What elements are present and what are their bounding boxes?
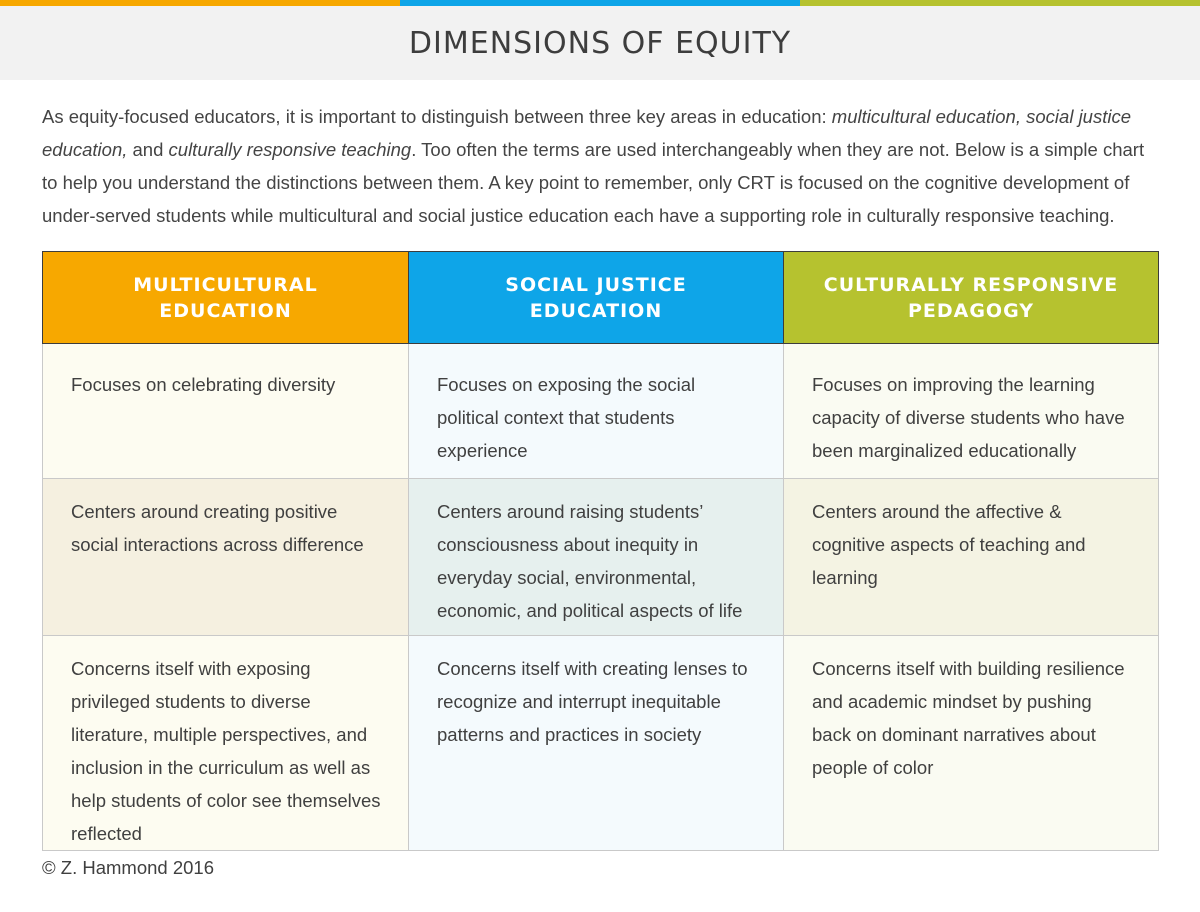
intro-text-1: As equity-focused educators, it is important to distinguish between three key areas in education: (42, 106, 832, 127)
header-multicultural-education (43, 252, 409, 344)
table-cell: Concerns itself with creating lenses to recognize and interrupt inequitable patterns and practices in society (409, 636, 784, 851)
table-cell: Focuses on celebrating diversity (43, 344, 409, 479)
header-label: CULTURALLY RESPONSIVE PEDAGOGY (823, 273, 1119, 322)
header-row (43, 252, 1159, 344)
table-cell: Centers around raising students’ consciousness about inequity in everyday social, environmental, economic, and political aspects of life (409, 479, 784, 636)
page-title: DIMENSIONS OF EQUITY (408, 25, 792, 61)
header-label: SOCIAL JUSTICE EDUCATION (505, 273, 687, 322)
header-culturally-responsive-pedagogy (784, 252, 1159, 344)
table-row (43, 636, 1159, 851)
table-row (43, 479, 1159, 636)
copyright-notice: © Z. Hammond 2016 (42, 857, 214, 878)
intro-text-2: and (127, 139, 169, 160)
table-cell: Centers around the affective & cognitive aspects of teaching and learning (784, 479, 1159, 636)
intro-paragraph (42, 100, 1162, 232)
intro-text-3: . Too often the terms are used interchangeably when they are not. Below is a simple chart to help you understand the distinctions between them. A key point to remember, only CRT is focused on the cognitive development of under-served students while multicultural and social justice education each have a supporting role in culturally responsive teaching. (42, 139, 1145, 226)
table-cell: Concerns itself with exposing privileged students to diverse literature, multiple perspectives, and inclusion in the curriculum as well as help students of color see themselves reflected (43, 636, 409, 851)
table-cell: Focuses on improving the learning capacity of diverse students who have been marginalized educationally (784, 344, 1159, 479)
title-band (0, 6, 1200, 80)
table-row (43, 344, 1159, 479)
header-label: MULTICULTURAL EDUCATION (133, 273, 318, 322)
table-cell: Concerns itself with building resilience and academic mindset by pushing back on dominant narratives about people of color (784, 636, 1159, 851)
equity-table (42, 251, 1159, 851)
intro-emphasis-1: multicultural education, social justice education, (42, 106, 1132, 160)
header-social-justice-education (409, 252, 784, 344)
table-cell: Centers around creating positive social interactions across difference (43, 479, 409, 636)
table-cell: Focuses on exposing the social political context that students experience (409, 344, 784, 479)
intro-emphasis-2: culturally responsive teaching (168, 139, 412, 160)
